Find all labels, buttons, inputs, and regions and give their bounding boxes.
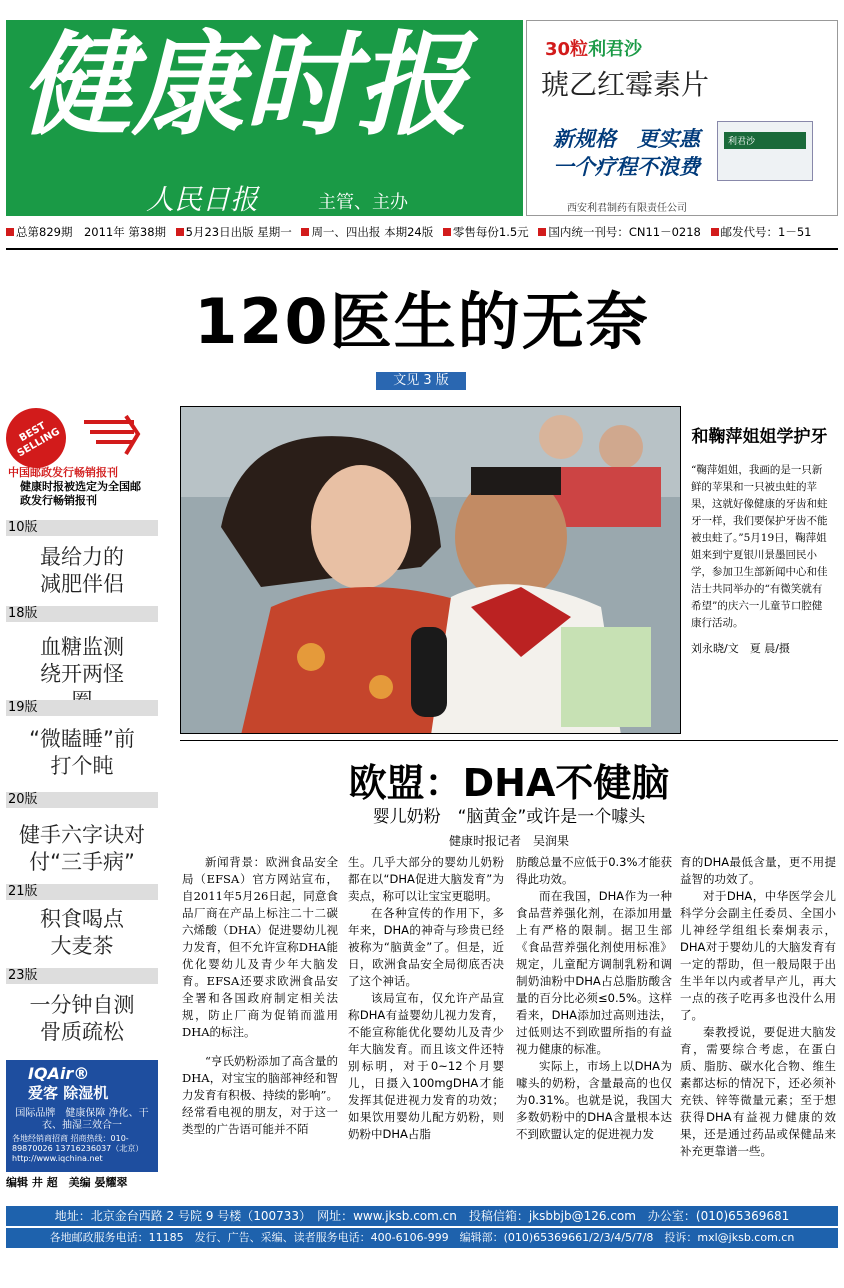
- article-paragraph: “亨氏奶粉添加了高含量的DHA，对宝宝的脑部神经和智力发育有积极、持续的影响”。经常看电视的朋友，对于这一类型的广告语可能并不陌: [182, 1054, 338, 1136]
- bullet-square-icon: [6, 228, 14, 236]
- bestseller-logo: [6, 408, 156, 478]
- article-column-1: [182, 854, 338, 1138]
- article-subheadline: 婴儿奶粉 “脑黄金”或许是一个噱头: [372, 807, 646, 827]
- photo-credit: 刘永晓/文 夏 晨/摄: [691, 642, 790, 655]
- divider: [180, 740, 838, 741]
- iqair-contact: 各地经销商招商 招商热线：010-89870026 13716236037（北京） http://www.iqchina.net: [12, 1134, 144, 1163]
- best-selling-badge: BEST SELLING: [0, 397, 77, 479]
- section-link-23[interactable]: 一分钟自测骨质疏松: [29, 993, 135, 1044]
- article-headline[interactable]: 欧盟：DHA不健脑: [348, 761, 670, 805]
- article-column-3: [516, 854, 672, 1143]
- bullet-square-icon: [301, 228, 309, 236]
- article-paragraph: 新闻背景：欧洲食品安全局（EFSA）官方网站宣布，自2011年5月26日起，同意食品厂商在产品上标注二十二碳六烯酸（DHA）促进婴幼儿视力发育，但不允许宣称DHA能优化婴幼儿及青少年大脑发育。EFSA还要求欧洲食品安全署和各国政府制定相关法规，防止厂商为促销而滥用DHA的标注。: [182, 855, 338, 1039]
- top-advertisement[interactable]: [526, 20, 838, 216]
- newspaper-title: 健康时报: [20, 20, 468, 151]
- issue-schedule: 周一、四出报 本期24版: [311, 225, 434, 239]
- photo-caption-title[interactable]: 和鞠萍姐姐学护牙: [691, 427, 828, 447]
- divider: [6, 248, 838, 250]
- ad-brand: 利君沙: [588, 39, 643, 60]
- article-paragraph: 而在我国，DHA作为一种食品营养强化剂，在添加用量上有严格的限制。据卫生部《食品营养强化剂使用标准》规定，儿童配方调制乳粉和调制奶油粉中DHA占总脂肪酸含量的百分比必须≤0.5%。这样看来，DHA添加过高则违法，过低则达不到欧盟所指的有益视力健康的标准。: [516, 889, 672, 1056]
- article-paragraph: 在各种宣传的作用下，多年来，DHA的神奇与珍贵已经被称为“脑黄金”了。但是，近日，欧洲食品安全局彻底否决了这个神话。: [348, 906, 504, 988]
- ad-brand-line: [545, 35, 642, 61]
- section-page-18: 18版: [6, 606, 158, 622]
- editor-credit: 编辑 井 超 美编 晏耀翠: [6, 1176, 128, 1189]
- issue-number: 总第829期 2011年 第38期: [16, 225, 167, 239]
- ad-count: 30粒: [545, 39, 589, 60]
- section-link-21[interactable]: 积食喝点大麦茶: [40, 907, 124, 958]
- bullet-square-icon: [443, 228, 451, 236]
- article-paragraph: 肪酸总量不应低于0.3%才能获得此功效。: [516, 855, 672, 886]
- article-paragraph: 育的DHA最低含量，更不用提益智的功效了。: [680, 855, 836, 886]
- footer-contact-line-2: 各地邮政服务电话：11185 发行、广告、采编、读者服务电话：400-6106-999 编辑部：(010)65369661/2/3/4/5/7/8 投诉：mxl@jksb.com.cn: [6, 1228, 838, 1248]
- masthead: [6, 20, 523, 216]
- issue-cn: 国内统一刊号：CN11－0218: [548, 225, 701, 239]
- article-paragraph: 秦教授说，要促进大脑发育，需要综合考虑，在蛋白质、脂肪、碳水化合物、维生素都达标的情况下，还必须补充铁、锌等微量元素；至于想获得DHA有益视力健康的效果，还是通过药品或保健品来补充更靠谱一些。: [680, 1025, 836, 1158]
- section-link-10[interactable]: 最给力的减肥伴侣: [40, 545, 124, 596]
- publisher-name: 人民日报: [146, 183, 259, 216]
- bestseller-description: 健康时报被选定为全国邮政发行畅销报刊: [20, 480, 141, 507]
- section-link-19[interactable]: “微瞌睡”前打个盹: [29, 727, 135, 778]
- see-page-ref[interactable]: 文见 3 版: [376, 372, 466, 390]
- article-paragraph: 实际上，市场上以DHA为噱头的奶粉，含量最高的也仅为0.31%。也就是说，我国大多数奶粉中的DHA含量根本达不到欧盟认定的促进视力发: [516, 1059, 672, 1141]
- publisher-role: 主管、主办: [318, 192, 408, 213]
- article-column-4: [680, 854, 836, 1160]
- section-link-18[interactable]: 血糖监测绕开两怪: [40, 635, 124, 686]
- bullet-square-icon: [711, 228, 719, 236]
- issue-price: 零售每份1.5元: [452, 225, 529, 239]
- section-page-23: 23版: [6, 968, 158, 984]
- photo-caption-body: “鞠萍姐姐，我画的是一只新鲜的苹果和一只被虫蛀的苹果，这就好像健康的牙齿和蛀牙一样，我们要保护牙齿不能被虫蛀了。”5月19日，鞠萍姐姐来到宁夏银川景墨回民小学，参加卫生部新闻中心和佳洁士共同举办的“有微笑就有希望”的庆六一儿童节口腔健康行活动。: [691, 464, 828, 629]
- issue-date: 5月23日出版 星期一: [185, 225, 292, 239]
- article-paragraph: 生。几乎大部分的婴幼儿奶粉都在以“DHA促进大脑发育”为卖点，称可以让宝宝更聪明。: [348, 855, 504, 903]
- issue-postal: 邮发代号：1－51: [720, 225, 812, 239]
- china-post-icon: [76, 410, 146, 462]
- medicine-box-label: 利君沙: [724, 132, 806, 149]
- bullet-square-icon: [176, 228, 184, 236]
- iqair-name: 爱客 除湿机: [28, 1084, 109, 1102]
- ad-product: 琥乙红霉素片: [541, 68, 710, 101]
- article-paragraph: 该局宣布，仅允许产品宣称DHA有益婴幼儿视力发育，不能宣称能优化婴幼儿及青少年大脑发育。而且该文件还特别标明，对于0~12个月婴儿，日摄入100mgDHA才能发挥其促进视力发育的功效；如果饮用婴幼儿配方奶粉，则奶粉中DHA占脂: [348, 991, 504, 1141]
- iqair-tagline: 国际品牌 健康保障 净化、干衣、抽湿三效合一: [15, 1108, 149, 1131]
- ad-company: 西安利君制药有限责任公司: [567, 203, 687, 214]
- article-byline: 健康时报记者 吴润果: [448, 834, 569, 848]
- section-link-20[interactable]: 健手六字诀对付“三手病”: [19, 823, 145, 874]
- section-page-10: 10版: [6, 520, 158, 536]
- footer-contact-line-1: 地址：北京金台西路 2 号院 9 号楼（100733） 网址：www.jksb.com.cn 投稿信箱：jksbbjb@126.com 办公室：(010)65369681: [6, 1206, 838, 1226]
- ad-slogan-1: 新规格 更实惠: [553, 127, 700, 151]
- bestseller-label: 中国邮政发行畅销报刊: [8, 466, 118, 479]
- medicine-box-image: [717, 121, 813, 181]
- issue-info-bar: [6, 224, 838, 244]
- section-page-21: 21版: [6, 884, 158, 900]
- iqair-advertisement[interactable]: [6, 1060, 158, 1172]
- ad-slogan-2: 一个疗程不浪费: [553, 155, 700, 179]
- iqair-brand: IQAir®: [28, 1064, 90, 1083]
- photo-illustration: [181, 407, 681, 734]
- section-page-19: 19版: [6, 700, 158, 716]
- section-page-20: 20版: [6, 792, 158, 808]
- bullet-square-icon: [538, 228, 546, 236]
- article-column-2: [348, 854, 504, 1143]
- main-headline[interactable]: 120医生的无奈: [194, 285, 650, 358]
- article-paragraph: 对于DHA，中华医学会儿科学分会副主任委员、全国小儿神经学组组长秦炯表示，DHA对于婴幼儿的大脑发育有一定的帮助，但一般局限于出生半年以内或者早产儿，再大一点的孩子吃再多也没什么用了。: [680, 889, 836, 1022]
- photo-caption-panel: [680, 406, 838, 734]
